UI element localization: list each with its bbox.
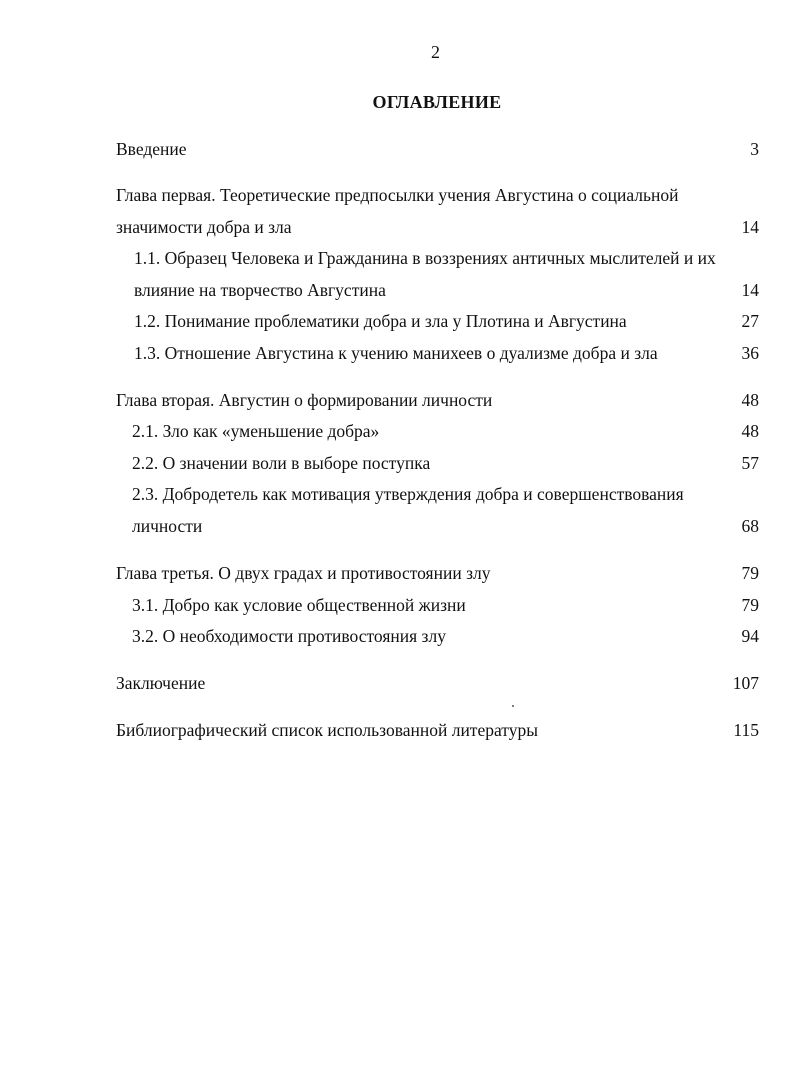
toc-entry-label: Библиографический список использованной литературы — [116, 720, 538, 740]
toc-entry-label: Глава первая. Теоретические предпосылки учения Августина о социальной — [116, 185, 679, 205]
toc-entry-label: Заключение — [116, 673, 206, 693]
toc-entry-intro — [0, 138, 795, 160]
toc-entry-page: 115 — [733, 720, 759, 740]
toc-entry-label: 2.1. Зло как «уменьшение добра» — [132, 421, 380, 441]
toc-entry-label: 3.1. Добро как условие общественной жизни — [132, 595, 466, 615]
toc-entry-label: 2.3. Добродетель как мотивация утверждения добра и совершенствования — [132, 484, 684, 504]
toc-entry-label: 1.2. Понимание проблематики добра и зла у Плотина и Августина — [134, 311, 627, 331]
toc-section-1-3 — [0, 342, 795, 364]
toc-entry-page: 14 — [741, 217, 759, 237]
toc-entry-conclusion — [0, 672, 795, 694]
toc-entry-page: 48 — [741, 421, 759, 441]
toc-section-2-3-line2 — [0, 515, 795, 537]
toc-entry-label: Введение — [116, 139, 187, 159]
toc-chapter-2 — [0, 389, 795, 411]
toc-entry-page: 79 — [741, 595, 759, 615]
toc-entry-label: 3.2. О необходимости противостояния злу — [132, 626, 446, 646]
toc-entry-page: 27 — [741, 311, 759, 331]
toc-entry-label: личности — [132, 516, 203, 536]
toc-section-2-3-line1 — [0, 483, 795, 505]
toc-chapter-3 — [0, 562, 795, 584]
toc-entry-label: 1.3. Отношение Августина к учению манихеев о дуализме добра и зла — [134, 343, 658, 363]
toc-section-1-1-line1 — [0, 247, 795, 269]
scan-speck — [512, 705, 514, 707]
toc-entry-page: 68 — [741, 516, 759, 536]
toc-entry-label: 2.2. О значении воли в выборе поступка — [132, 453, 431, 473]
toc-chapter-1-line1 — [0, 184, 795, 206]
toc-section-2-1 — [0, 420, 795, 442]
toc-chapter-1-line2 — [0, 216, 795, 238]
toc-entry-page: 57 — [741, 453, 759, 473]
toc-section-1-1-line2 — [0, 279, 795, 301]
toc-entry-page: 3 — [750, 139, 759, 159]
toc-entry-page: 48 — [741, 390, 759, 410]
toc-entry-page: 14 — [741, 280, 759, 300]
toc-entry-label: Глава вторая. Августин о формировании личности — [116, 390, 493, 410]
toc-entry-bibliography — [0, 719, 795, 741]
toc-section-3-2 — [0, 625, 795, 647]
toc-entry-page: 107 — [732, 673, 759, 693]
toc-section-3-1 — [0, 594, 795, 616]
toc-entry-label: значимости добра и зла — [116, 217, 292, 237]
toc-title: ОГЛАВЛЕНИЕ — [372, 92, 502, 112]
toc-section-2-2 — [0, 452, 795, 474]
page-number: 2 — [431, 42, 440, 62]
toc-entry-label: Глава третья. О двух градах и противостоянии злу — [116, 563, 491, 583]
toc-entry-label: 1.1. Образец Человека и Гражданина в воззрениях античных мыслителей и их — [134, 248, 716, 268]
toc-entry-page: 94 — [741, 626, 759, 646]
toc-entry-label: влияние на творчество Августина — [134, 280, 386, 300]
toc-entry-page: 79 — [741, 563, 759, 583]
toc-entry-page: 36 — [741, 343, 759, 363]
toc-section-1-2 — [0, 310, 795, 332]
